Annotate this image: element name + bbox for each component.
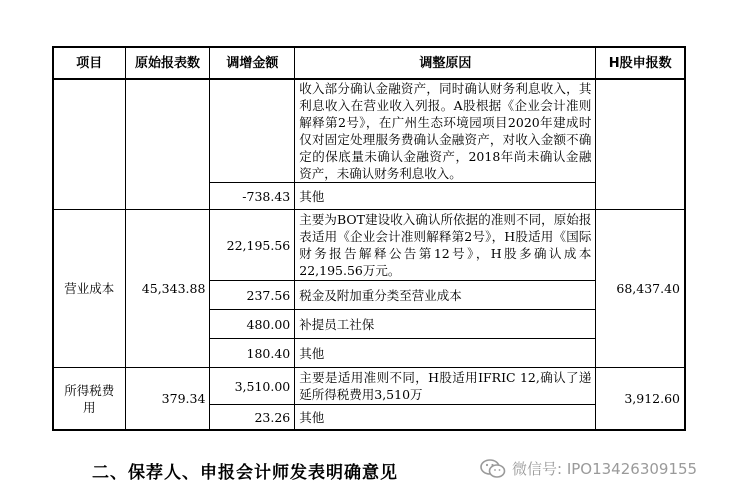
adjustment-table: [52, 46, 686, 431]
adjustment-cell: [210, 79, 295, 183]
adjustment-cell: 480.00: [210, 310, 295, 339]
adjustment-cell: 3,510.00: [210, 368, 295, 405]
reason-cell: 其他: [295, 405, 596, 431]
item-cell: 所得税费用: [53, 368, 125, 431]
header-original: 原始报表数: [125, 47, 210, 79]
table-row: [53, 79, 685, 183]
table-row: [53, 210, 685, 281]
item-cell: [53, 79, 125, 210]
reason-cell: 补提员工社保: [295, 310, 596, 339]
reason-cell: 主要是适用准则不同，H股适用IFRIC 12,确认了递延所得税费用3,510万: [295, 368, 596, 405]
watermark: [480, 458, 697, 479]
table-row: [53, 368, 685, 405]
original-cell: 45,343.88: [125, 210, 210, 368]
reason-cell: 其他: [295, 339, 596, 368]
watermark-text: 微信号: IPO13426309155: [512, 460, 698, 478]
hk-amount-cell: 3,912.60: [596, 368, 685, 431]
reason-cell: 收入部分确认金融资产，同时确认财务利息收入，其利息收入在营业收入列报。A股根据《企业会计准则解释第2号》，在广州生态环境园项目2020年建成时仅对固定处理服务费确认金融资产，对收入金额不确定的保底量未确认金融资产，2018年尚未确认金融资产，未确认财务利息收入。: [295, 79, 596, 183]
original-cell: 379.34: [125, 368, 210, 431]
item-cell: 营业成本: [53, 210, 125, 368]
reason-cell: 税金及附加重分类至营业成本: [295, 281, 596, 310]
adjustment-cell: 23.26: [210, 405, 295, 431]
adjustment-cell: 237.56: [210, 281, 295, 310]
hk-amount-cell: 68,437.40: [596, 210, 685, 368]
reason-cell: 主要为BOT建设收入确认所依据的准则不同，原始报表适用《企业会计准则解释第2号》，H股适用《国际财务报告解释公告第12号》，H股多确认成本22,195.56万元。: [295, 210, 596, 281]
original-cell: [125, 79, 210, 210]
reason-cell: 其他: [295, 183, 596, 210]
section-heading: 二、保荐人、申报会计师发表明确意见: [92, 463, 398, 483]
header-hk-amount: H股申报数: [596, 47, 685, 79]
hk-amount-cell: [596, 79, 685, 210]
table-header-row: [53, 47, 685, 79]
header-item: 项目: [53, 47, 125, 79]
header-reason: 调整原因: [295, 47, 596, 79]
adjustment-cell: 22,195.56: [210, 210, 295, 281]
wechat-icon: [480, 459, 506, 479]
adjustment-cell: 180.40: [210, 339, 295, 368]
adjustment-cell: -738.43: [210, 183, 295, 210]
header-adjustment: 调增金额: [210, 47, 295, 79]
